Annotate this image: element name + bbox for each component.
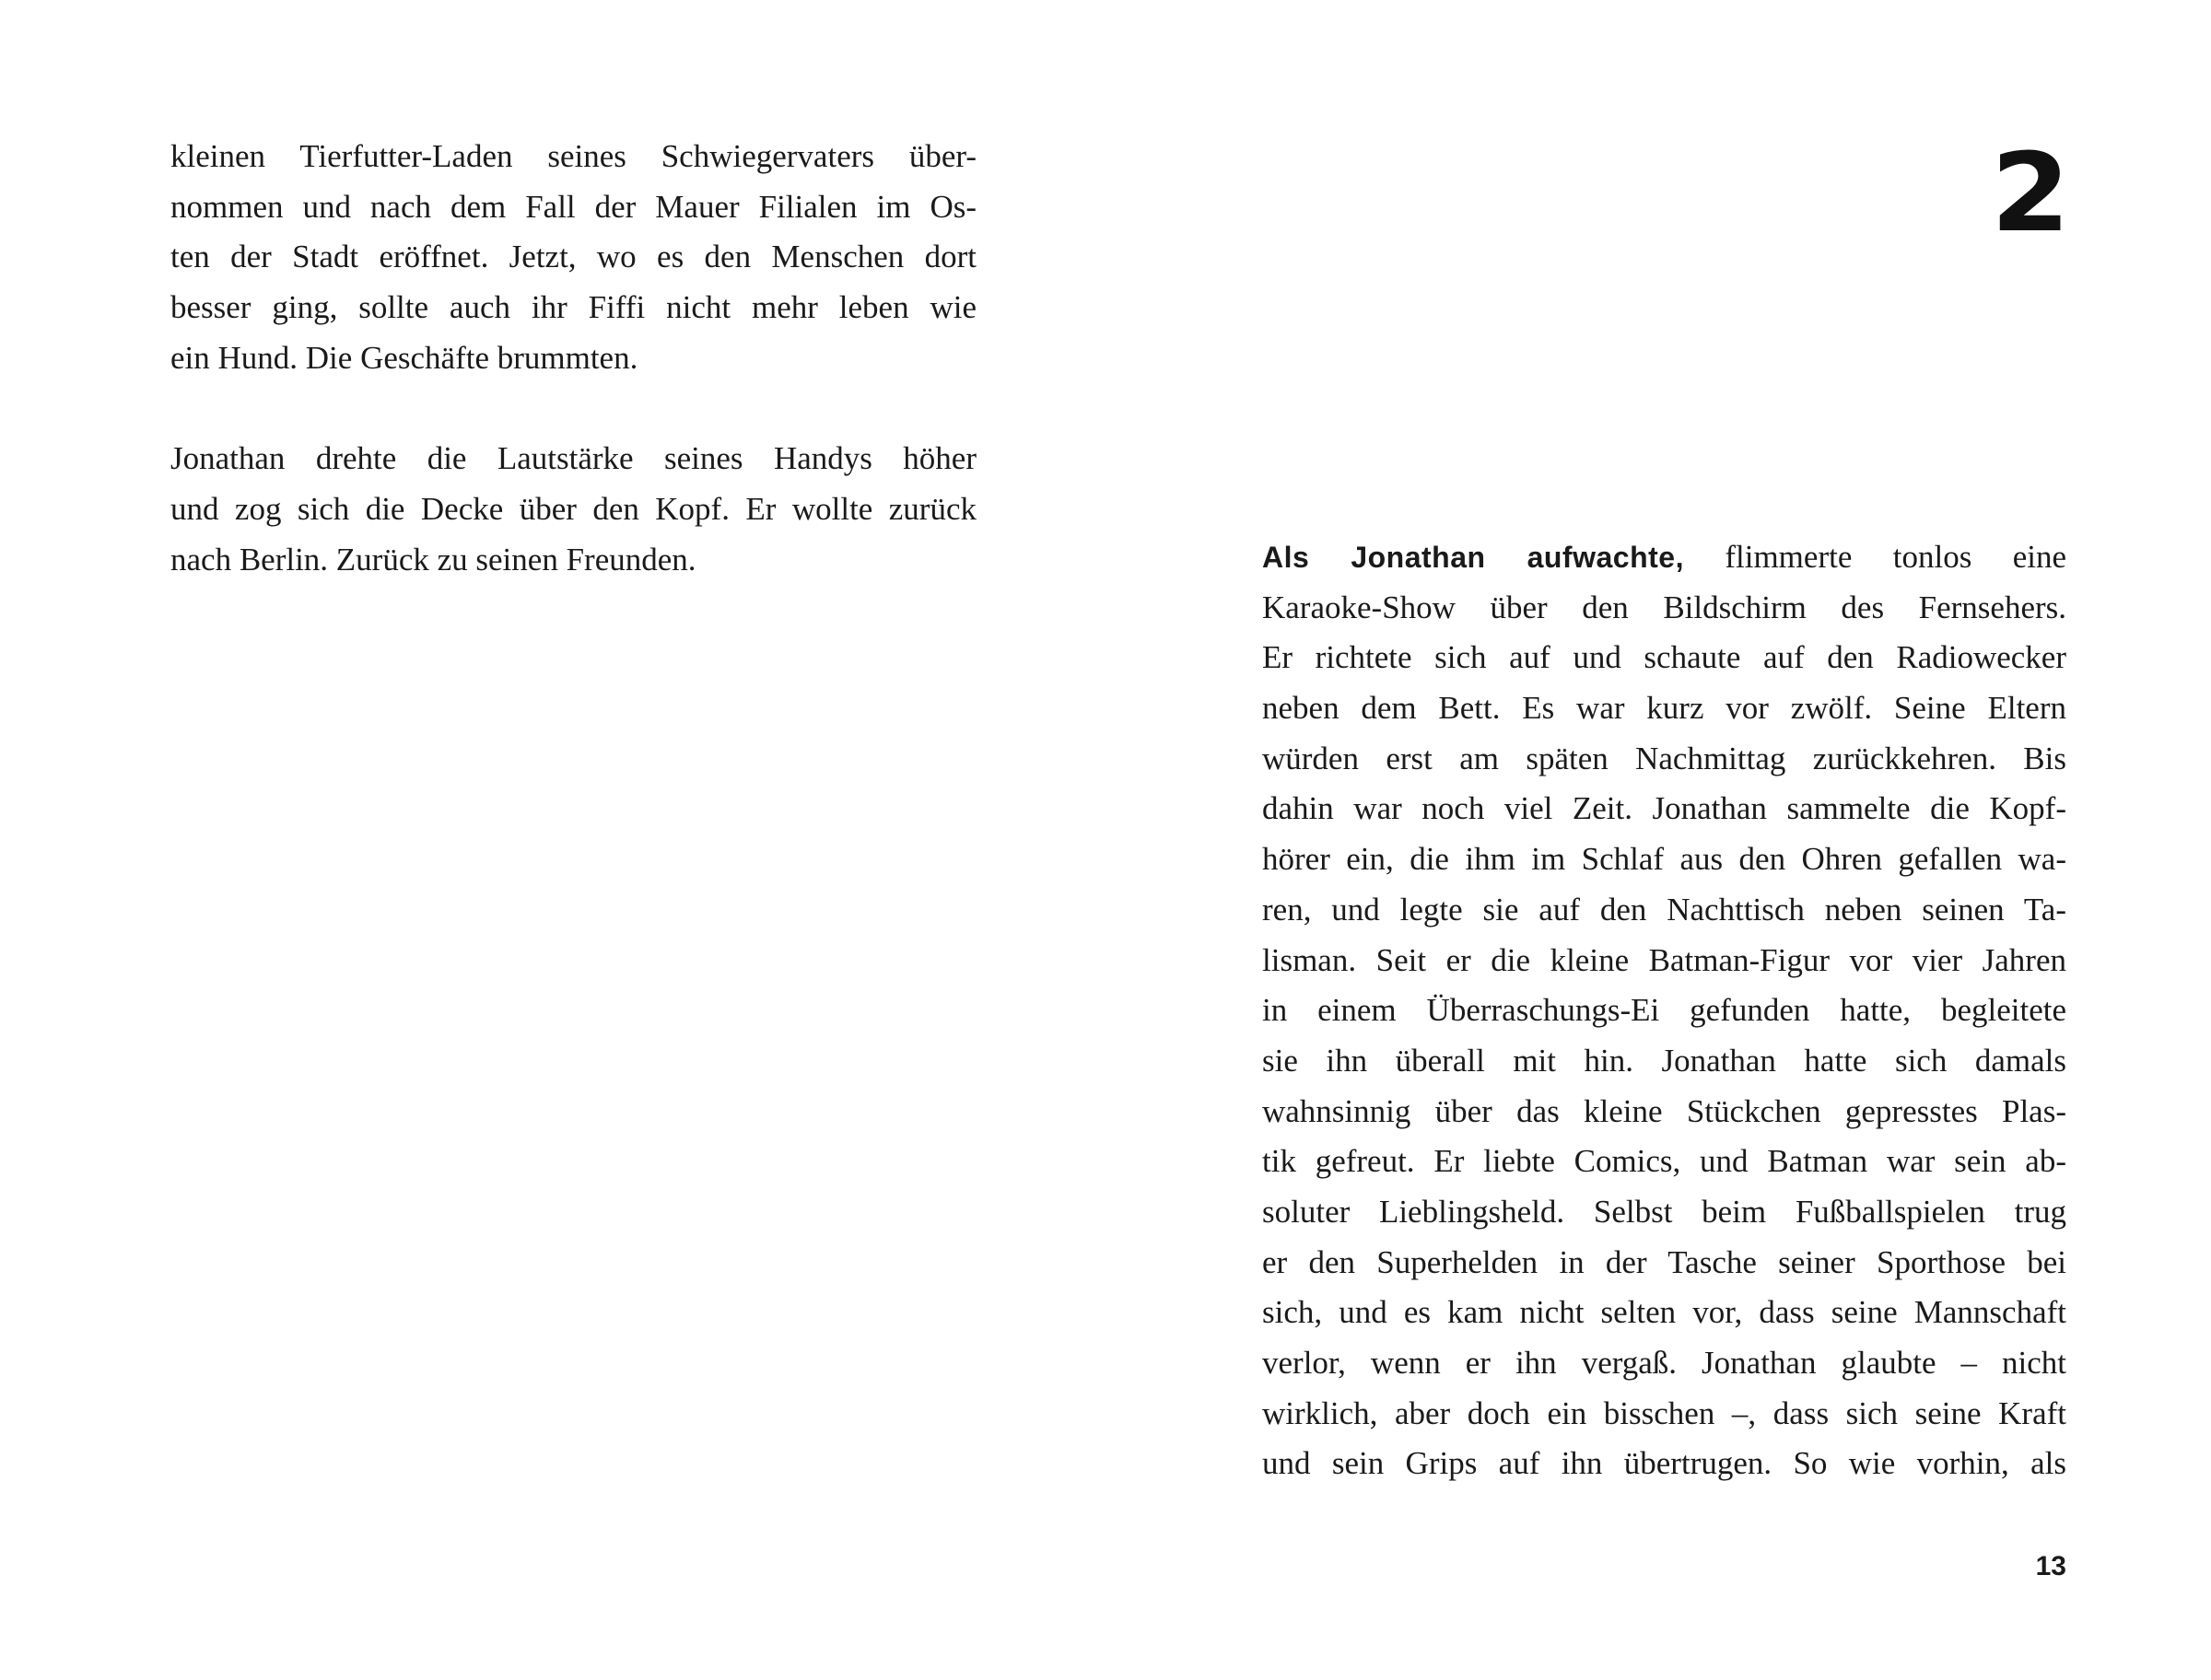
text-line: ren, und legte sie auf den Nachttisch neben seinen Ta- [1262,891,2066,928]
text-line: nach Berlin. Zurück zu seinen Freunden. [170,541,696,578]
text-line: er den Superhelden in der Tasche seiner Sporthose bei [1262,1243,2066,1280]
lead-in: Als Jonathan aufwachte, [1262,541,1684,574]
text-line: kleinen Tierfutter-Laden seines Schwiegervaters über- [170,138,977,174]
text-line: ten der Stadt eröffnet. Jetzt, wo es den Menschen dort [170,239,977,275]
text-line: Er richtete sich auf und schaute auf den Radiowecker [1262,639,2066,676]
chapter-number: 2 [1990,129,2071,256]
text-line: soluter Lieblingsheld. Selbst beim Fußballspielen trug [1262,1193,2066,1230]
text-line: hörer ein, die ihm im Schlaf aus den Ohren gefallen wa- [1262,841,2066,878]
paragraph [1262,583,2066,1489]
text-line: verlor, wenn er ihn vergaß. Jonathan glaubte – nicht [1262,1345,2066,1381]
text-line: neben dem Bett. Es war kurz vor zwölf. Seine Eltern [1262,690,2066,727]
text-line: Jonathan drehte die Lautstärke seines Handys höher [170,440,977,477]
text-line: und sein Grips auf ihn übertrugen. So wie vorhin, als [1262,1445,2066,1482]
text-line: besser ging, sollte auch ihr Fiffi nicht mehr leben wie [170,289,977,326]
first-line [1262,532,2066,583]
text-line: sich, und es kam nicht selten vor, dass seine Mannschaft [1262,1294,2066,1331]
text-line: sie ihn überall mit hin. Jonathan hatte sich damals [1262,1042,2066,1079]
text-line: nommen und nach dem Fall der Mauer Filialen im Os- [170,188,977,225]
text-line: in einem Überraschungs-Ei gefunden hatte, begleitete [1262,992,2066,1029]
left-page-text [170,132,977,585]
text-line: Karaoke-Show über den Bildschirm des Fernsehers. [1262,589,2066,625]
text-line: dahin war noch viel Zeit. Jonathan sammelte die Kopf- [1262,790,2066,827]
text-line: würden erst am späten Nachmittag zurückkehren. Bis [1262,740,2066,776]
paragraph [170,132,977,383]
right-page-text [1262,532,2066,1489]
text-line: tik gefreut. Er liebte Comics, und Batman war sein ab- [1262,1143,2066,1180]
text-line: lisman. Seit er die kleine Batman-Figur vor vier Jahren [1262,941,2066,978]
text-line: wirklich, aber doch ein bisschen –, dass sich seine Kraft [1262,1394,2066,1431]
paragraph [170,434,977,585]
text-line: wahnsinnig über das kleine Stückchen gepresstes Plas- [1262,1092,2066,1129]
page-number: 13 [2035,1551,2066,1581]
text-line: ein Hund. Die Geschäfte brummten. [170,339,638,376]
first-line-rest: flimmerte tonlos eine [1725,539,2066,575]
text-line: und zog sich die Decke über den Kopf. Er wollte zurück [170,490,977,527]
